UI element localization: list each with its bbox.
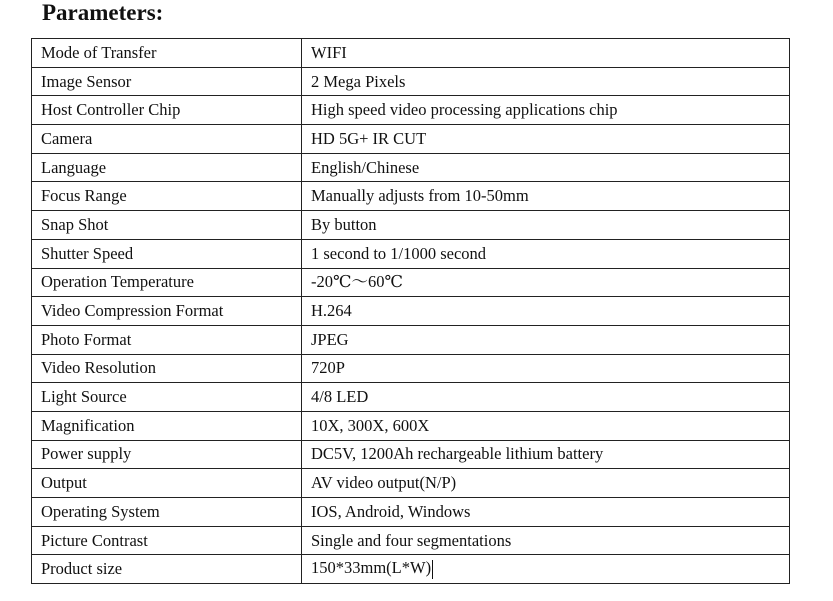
parameter-name: Light Source xyxy=(32,383,302,412)
parameter-value: 720P xyxy=(302,354,790,383)
parameter-value: JPEG xyxy=(302,325,790,354)
table-row xyxy=(32,125,790,154)
table-row xyxy=(32,297,790,326)
parameter-name: Camera xyxy=(32,125,302,154)
parameters-table xyxy=(31,38,790,584)
table-row xyxy=(32,354,790,383)
parameter-name: Product size xyxy=(32,555,302,584)
parameter-value: DC5V, 1200Ah rechargeable lithium battery xyxy=(302,440,790,469)
table-row xyxy=(32,325,790,354)
parameter-name: Language xyxy=(32,153,302,182)
table-row xyxy=(32,67,790,96)
table-row xyxy=(32,153,790,182)
table-row xyxy=(32,182,790,211)
parameter-value: High speed video processing applications chip xyxy=(302,96,790,125)
parameter-name: Photo Format xyxy=(32,325,302,354)
table-row xyxy=(32,469,790,498)
parameter-name: Magnification xyxy=(32,411,302,440)
parameter-value: WIFI xyxy=(302,39,790,68)
table-row xyxy=(32,498,790,527)
parameter-name: Video Resolution xyxy=(32,354,302,383)
parameter-value: By button xyxy=(302,211,790,240)
parameter-value: 150*33mm(L*W) xyxy=(311,558,432,578)
parameter-name: Focus Range xyxy=(32,182,302,211)
parameter-name: Host Controller Chip xyxy=(32,96,302,125)
parameter-value: 1 second to 1/1000 second xyxy=(302,239,790,268)
parameter-name: Mode of Transfer xyxy=(32,39,302,68)
parameter-value: 4/8 LED xyxy=(302,383,790,412)
parameter-name: Snap Shot xyxy=(32,211,302,240)
table-row xyxy=(32,383,790,412)
parameter-value: 2 Mega Pixels xyxy=(302,67,790,96)
parameter-value: Manually adjusts from 10-50mm xyxy=(302,182,790,211)
parameter-value: Single and four segmentations xyxy=(302,526,790,555)
parameter-name: Operating System xyxy=(32,498,302,527)
table-row xyxy=(32,211,790,240)
parameter-value: -20℃～60℃ xyxy=(302,268,790,297)
table-row xyxy=(32,555,790,584)
table-row xyxy=(32,268,790,297)
parameter-name: Operation Temperature xyxy=(32,268,302,297)
table-row xyxy=(32,526,790,555)
text-cursor xyxy=(432,560,433,579)
parameter-value-cell[interactable] xyxy=(302,555,790,584)
parameter-name: Picture Contrast xyxy=(32,526,302,555)
table-row xyxy=(32,39,790,68)
parameter-value: H.264 xyxy=(302,297,790,326)
parameter-name: Video Compression Format xyxy=(32,297,302,326)
parameter-value: HD 5G+ IR CUT xyxy=(302,125,790,154)
page-title: Parameters: xyxy=(42,0,164,25)
table-row xyxy=(32,96,790,125)
table-row xyxy=(32,411,790,440)
parameter-name: Shutter Speed xyxy=(32,239,302,268)
parameter-name: Power supply xyxy=(32,440,302,469)
parameter-name: Image Sensor xyxy=(32,67,302,96)
parameter-value: AV video output(N/P) xyxy=(302,469,790,498)
parameter-value: English/Chinese xyxy=(302,153,790,182)
parameter-name: Output xyxy=(32,469,302,498)
table-row xyxy=(32,440,790,469)
parameter-value: 10X, 300X, 600X xyxy=(302,411,790,440)
parameter-value: IOS, Android, Windows xyxy=(302,498,790,527)
table-row xyxy=(32,239,790,268)
